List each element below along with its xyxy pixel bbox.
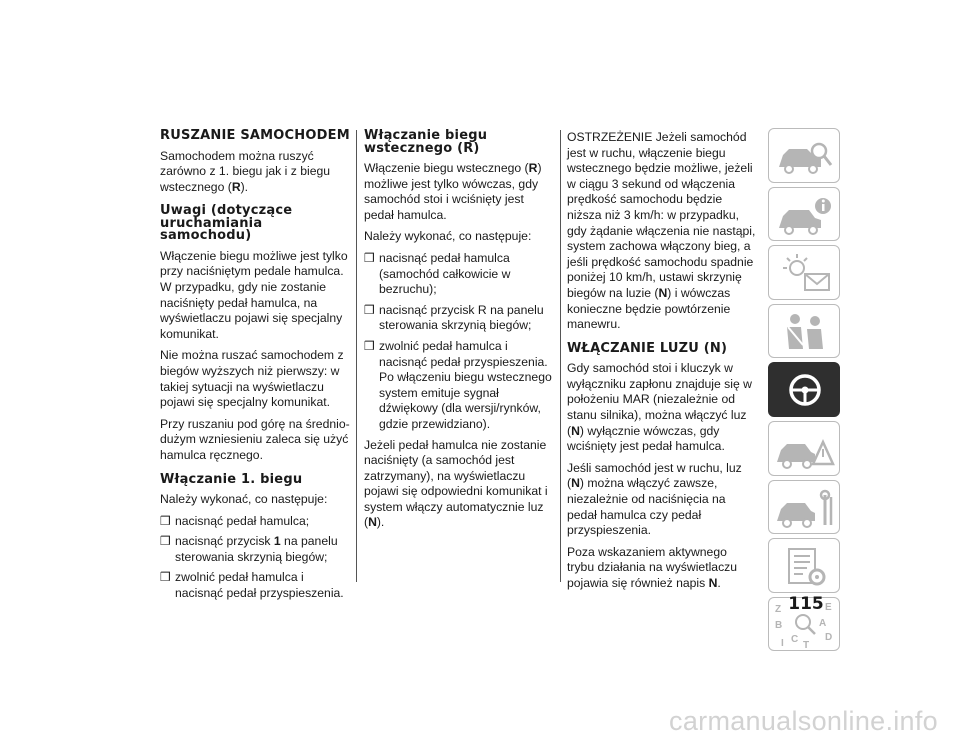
steps-list-2 [364,251,554,433]
column-2 [364,130,554,537]
steps-list-1 [160,514,350,602]
list-item: ❒ zwolnić pedał hamulca i nacisnąć pedał przyspieszenia. Po włączeniu biegu wstecznego system emituje sygnał dźwiękowy (dla wersji/rynków, gdzie przewidziano). [364,338,552,431]
index-letter: B [775,619,783,631]
section-tabs [768,128,840,655]
index-letter: I [781,637,784,649]
heading-wlaczanie-1-biegu: Włączanie 1. biegu [160,471,303,487]
paragraph-jezeli: Jeżeli pedał hamulca nie zostanie naciśnięty (a samochód jest zatrzymany), na wyświetlaczu pojawi się odpowiedni komunikat i system włączy automatycznie luz (N). [364,437,548,530]
heading-uwagi: Uwagi (dotyczące uruchamiania samochodu) [160,203,293,244]
page-number: 115 [788,594,824,614]
bullet-icon: ❒ [364,302,375,317]
tab-safety[interactable] [768,304,840,359]
bullet-icon: ❒ [364,250,375,265]
document-gear-icon [769,539,841,594]
bullet-icon: ❒ [364,338,375,353]
paragraph-uwagi-2: Nie można ruszać samochodem z biegów wyższych niż pierwszy: w takiej sytuacji na wyświetlaczu pojawi się specjalny komunikat. [160,348,344,410]
steering-wheel-icon [769,363,841,418]
car-wrench-icon [769,481,841,536]
heading-ruszanie: RUSZANIE SAMOCHODEM [160,128,350,143]
index-letter: C [791,633,799,645]
column-divider [356,130,357,582]
watermark-text: carmanualsonline.info [669,706,938,736]
car-info-icon [769,188,841,243]
tab-starting-driving[interactable] [768,362,840,417]
paragraph-uwagi-1: Włączenie biegu możliwe jest tylko przy naciśniętym pedale hamulca. W przypadku, gdy nie zostanie naciśnięty pedał hamulca, na wyświetlaczu pojawi się specjalny komunikat. [160,248,348,341]
paragraph-uwagi-3: Przy ruszaniu pod górę na średnio-dużym wzniesieniu zaleca się użyć hamulca ręcznego. [160,416,350,462]
paragraph-nalezy: Należy wykonać, co następuje: [160,492,328,506]
tab-maintenance[interactable] [768,480,840,535]
tab-emergency[interactable] [768,421,840,476]
index-letter: D [825,631,833,643]
paragraph-jesli: Jeśli samochód jest w ruchu, luz (N) można włączyć zawsze, niezależnie od naciśnięcia na pedał hamulca czy pedał przyspieszenia. [567,460,742,538]
car-dashboard-icon [769,129,841,184]
column-3 [567,130,757,598]
paragraph-gdy: Gdy samochód stoi i kluczyk w wyłączniku zapłonu znajduje się w położeniu MAR (niezależnie od stanu silnika), można włączyć luz (N) wyłącznie wówczas, gdy wciśnięty jest pedał hamulca. [567,361,752,454]
tab-info[interactable] [768,187,840,242]
list-item: ❒ zwolnić pedał hamulca i nacisnąć pedał przyspieszenia. [160,570,344,600]
car-hazard-triangle-icon [769,422,841,477]
index-letter: A [819,617,827,629]
index-letter: E [825,601,832,613]
list-item: ❒ nacisnąć przycisk 1 na panelu sterowania skrzynią biegów; [160,534,338,564]
watermark-bar [0,700,960,742]
paragraph-poza: Poza wskazaniem aktywnego trybu działania na wyświetlaczu pojawia się również napis N. [567,544,738,590]
bullet-icon: ❒ [160,570,171,585]
index-letter: Z [775,603,782,615]
paragraph-wlaczenie: Włączenie biegu wstecznego (R) możliwe jest tylko wówczas, gdy samochód stoi i wciśnięty jest pedał hamulca. [364,161,542,222]
column-1 [160,130,350,607]
tab-technical-data[interactable] [768,538,840,593]
list-item: ❒ nacisnąć pedał hamulca; [160,513,310,528]
seatbelt-passenger-icon [769,305,841,360]
column-divider [560,130,561,582]
paragraph-ostrzezenie: OSTRZEŻENIE Jeżeli samochód jest w ruchu, włączenie biegu wstecznego będzie możliwe, jeżeli w ciągu 3 sekund od włączenia prędkość samochodu będzie niższa niż 3 km/h: w przypadku, gdy żądanie włączenia nie nastąpi, system zachowa włączony bieg, a jeśli prędkość samochodu spadnie poniżej 10 km/h, ustawi skrzynię biegów na luzie (N) i wówczas konieczne będzie powtórzenie manewru. [567,130,756,332]
warning-light-message-icon [769,246,841,301]
index-letter: T [803,639,810,651]
list-item: ❒ nacisnąć pedał hamulca (samochód całkowicie w bezruchu); [364,250,511,297]
tab-dashboard[interactable] [768,128,840,183]
bullet-icon: ❒ [160,513,171,528]
paragraph-ruszanie: Samochodem można ruszyć zarówno z 1. biegu jak i z biegu wstecznego (R). [160,148,331,194]
heading-wlaczanie-luzu: WŁĄCZANIE LUZU (N) [567,340,728,356]
paragraph-nalezy: Należy wykonać, co następuje: [364,229,532,244]
list-item: ❒ nacisnąć przycisk R na panelu sterowania skrzynią biegów; [364,302,544,333]
heading-bieg-wsteczny: Włączanie biegu wstecznego (R) [364,128,488,156]
tab-warnings[interactable] [768,245,840,300]
bullet-icon: ❒ [160,534,171,549]
